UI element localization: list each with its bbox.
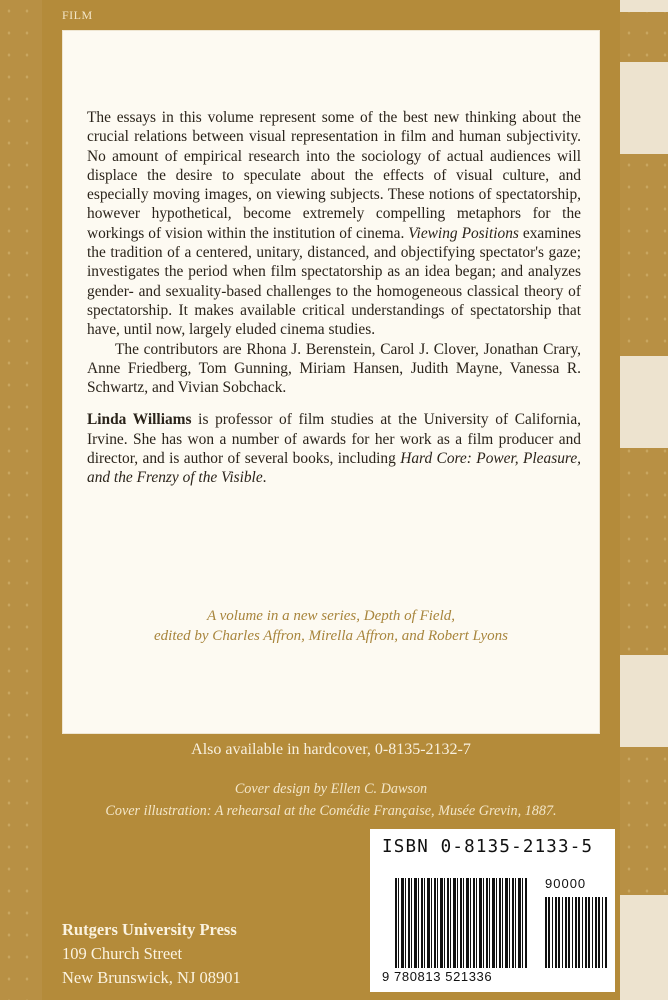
author-book-title: Hard Core: Power, Pleasure, and the Frenzy of the Visible bbox=[87, 450, 581, 487]
design-credit: Cover design by Ellen C. Dawson bbox=[234, 781, 428, 797]
price-addon-barcode bbox=[545, 897, 607, 968]
bio-text: is professor of film studies at the University of California, Irvine. She has won a number of awards for her work as a film producer and director, and is author of several books, including bbox=[87, 411, 581, 468]
book-title: Viewing Positions bbox=[408, 224, 519, 242]
series-line-1: A volume in a new series, Depth of Field, bbox=[206, 608, 455, 624]
author-name: Linda Williams bbox=[87, 411, 192, 429]
publisher-city: New Brunswick, NJ 08901 bbox=[62, 968, 241, 987]
hardcover-note: Also available in hardcover, 0-8135-2132-7 bbox=[191, 741, 471, 758]
publisher-address bbox=[62, 918, 241, 990]
isbn-label: ISBN 0-8135-2133-5 bbox=[382, 837, 594, 857]
right-stripe bbox=[620, 895, 668, 1000]
right-stripe bbox=[620, 356, 668, 448]
contributors-paragraph: The contributors are Rhona J. Berenstein, Carol J. Clover, Jonathan Crary, Anne Friedberg, Tom Gunning, Miriam Hansen, Judith Mayne, Vanessa R. Schwartz, and Vivian Sobchack. bbox=[87, 340, 581, 397]
series-line-2: edited by Charles Affron, Mirella Affron, and Robert Lyons bbox=[154, 628, 508, 644]
description-paragraph-1 bbox=[87, 108, 581, 340]
p1-before: The essays in this volume represent some of the best new thinking about the crucial relations between visual representation in film and human subjectivity. No amount of empirical research into the sociology of actual audiences will displace the desire to speculate about the effects of visual culture, and especially moving images, on viewing subjects. These notions of spectatorship, however hypothetical, become extremely compelling metaphors for the workings of vision within the institution of cinema. bbox=[87, 109, 581, 242]
publisher-name: Rutgers University Press bbox=[62, 920, 237, 939]
illustration-credit: Cover illustration: A rehearsal at the Comédie Française, Musée Grevin, 1887. bbox=[105, 803, 557, 819]
author-bio bbox=[87, 410, 581, 487]
description-text bbox=[87, 108, 581, 488]
right-stripe bbox=[620, 655, 668, 747]
bio-text-end: . bbox=[262, 469, 267, 487]
publisher-street: 109 Church Street bbox=[62, 944, 183, 963]
p1-after: examines the tradition of a centered, unitary, distanced, and objectifying spectator's gaze; investigates the period when film spectatorship as an idea began; and analyzes gender- and sexuality-based challenges to the homogeneous classical theory of spectatorship. It makes available critical understandings of spectatorship that have, until now, largely eluded cinema studies. bbox=[87, 224, 581, 339]
ean-digits: 9 780813 521336 bbox=[382, 969, 493, 984]
left-texture bbox=[0, 0, 42, 1000]
cover-credits bbox=[42, 778, 620, 822]
series-note bbox=[62, 606, 600, 646]
ean-barcode bbox=[395, 878, 527, 968]
right-stripe bbox=[620, 62, 668, 154]
category-label: FILM bbox=[62, 8, 93, 22]
right-stripe bbox=[620, 0, 668, 12]
price-addon-digits: 90000 bbox=[545, 876, 587, 891]
